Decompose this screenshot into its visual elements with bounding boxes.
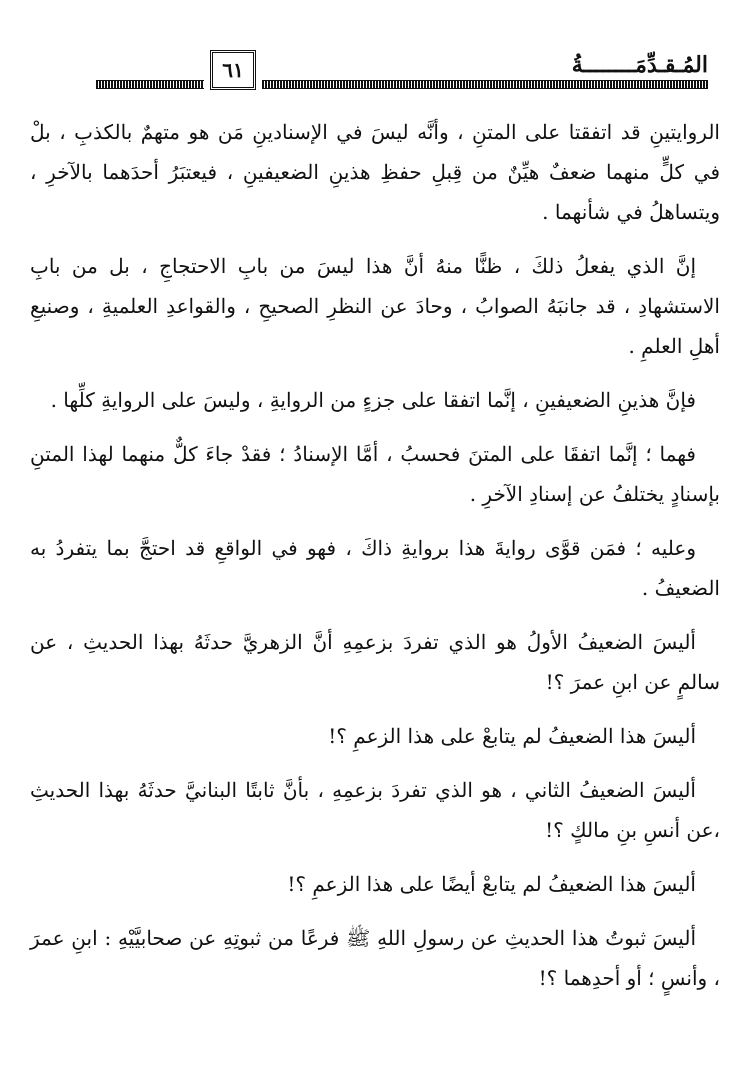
paragraph-3: فإنَّ هذينِ الضعيفينِ ، إنَّما اتفقا على جزءٍ من الروايةِ ، وليسَ على الروايةِ كلِّها . [50, 388, 696, 412]
paragraph-6: أليسَ الضعيفُ الأولُ هو الذي تفردَ بزعمِهِ أنَّ الزهريَّ حدثَهُ بهذا الحديثِ ، عن سالمٍ عن ابنِ عمرَ ؟! [30, 630, 720, 694]
page-header [96, 44, 708, 96]
paragraph-8: أليسَ الضعيفُ الثاني ، هو الذي تفردَ بزعمِهِ ، بأنَّ ثابتًا البنانيَّ حدثَهُ بهذا الحديثِ ،عن أنسِ بنِ مالكٍ ؟! [30, 778, 720, 842]
paragraph-4: فهما ؛ إنَّما اتفقَا على المتنَ فحسبُ ، أمَّا الإسنادُ ؛ فقدْ جاءَ كلٌّ منهما لهذا المتنِ بإسنادٍ يختلفُ عن إسنادِ الآخرِ . [30, 442, 720, 506]
paragraph-1: الروايتينِ قد اتفقتا على المتنِ ، وأنَّه ليسَ في الإسنادينِ مَن هو متهمٌ بالكذبِ ، بلْ في كلٍّ منهما ضعفٌ هيِّنٌ من قِبلِ حفظِ هذينِ الضعيفينِ ، فيعتبَرُ أحدَهما بالآخرِ ، ويتساهلُ في شأنهما . [30, 120, 720, 224]
paragraph-7: أليسَ هذا الضعيفُ لم يتابعْ على هذا الزعمِ ؟! [328, 724, 696, 748]
header-rule-right [262, 80, 708, 89]
section-title: المُـقـدِّمَــــــــةُ [571, 52, 708, 78]
paragraph-5: وعليه ؛ فمَن قوَّى روايةَ هذا بروايةِ ذاكَ ، فهو في الواقعِ قد احتجَّ بما يتفردُ به الضعيفُ . [30, 536, 720, 600]
page-number: ٦١ [210, 50, 256, 90]
paragraph-10: أليسَ ثبوتُ هذا الحديثِ عن رسولِ اللهِ ﷺ فرعًا من ثبوتِهِ عن صحابيَّيْهِ : ابنِ عمرَ ، وأنسٍ ؛ أو أحدِهما ؟! [30, 926, 720, 990]
paragraph-2: إنَّ الذي يفعلُ ذلكَ ، ظنًّا منهُ أنَّ هذا ليسَ من بابِ الاحتجاجِ ، بل من بابِ الاستشهادِ ، قد جانبَهُ الصوابُ ، وحادَ عن النظرِ الصحيحِ ، والقواعدِ العلميةِ ، وصنيعِ أهلِ العلمِ . [30, 254, 720, 358]
paragraph-9: أليسَ هذا الضعيفُ لم يتابعْ أيضًا على هذا الزعمِ ؟! [287, 872, 696, 896]
header-rule-left [96, 80, 204, 89]
body-text [30, 112, 720, 998]
